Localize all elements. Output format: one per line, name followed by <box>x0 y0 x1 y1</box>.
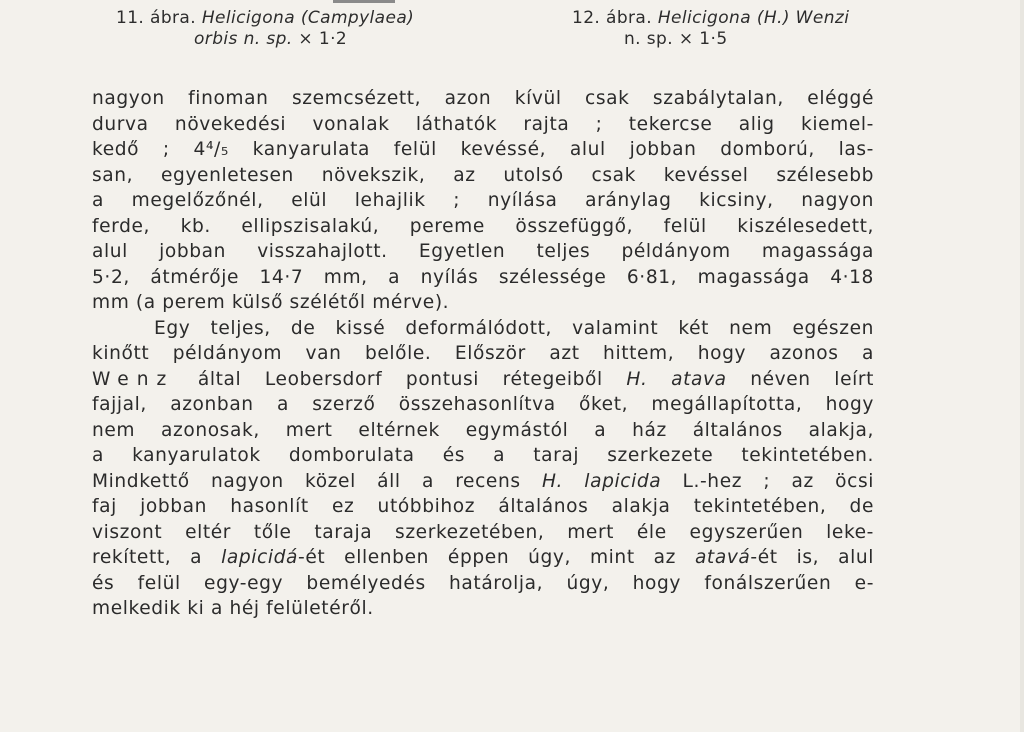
p2-line-7-end: L.-hez ; az öcsi <box>682 470 875 492</box>
caption-11-line1 <box>116 8 414 29</box>
page-edge <box>1020 0 1024 732</box>
caption-11-species: orbis n. sp. <box>194 29 293 49</box>
caption-11-magnification: × 1·2 <box>298 29 348 49</box>
p2-line-10-end: -ét is, alul <box>750 547 874 568</box>
caption-12-line2 <box>572 29 849 50</box>
top-rule <box>333 0 395 3</box>
body-text <box>92 86 874 622</box>
p2-line-6: a kanyarulatok domborulata és a taraj szerkezete tekintetében. <box>92 445 874 466</box>
p2-line-3-end: néven leírt <box>750 368 875 390</box>
p1-line-9: mm (a perem külső szélétől mérve). <box>92 292 450 313</box>
caption-11-line2 <box>116 29 414 50</box>
caption-12-label: 12. ábra. <box>572 8 653 28</box>
p2-line-7 <box>92 469 874 495</box>
caption-11-label: 11. ábra. <box>116 8 197 28</box>
p2-line-10 <box>92 545 874 571</box>
caption-12-title: Helicigona (H.) Wenzi <box>657 8 850 28</box>
p1-line-2: durva növekedési vonalak láthatók rajta ; tekercse alig kiemel- <box>92 113 874 135</box>
p1-line-4: san, egyenletesen növekszik, az utolsó csak kevéssel szélesebb <box>92 164 874 186</box>
caption-12-magnification: × 1·5 <box>678 29 728 49</box>
figure-caption-11 <box>116 8 414 50</box>
figure-caption-12 <box>572 8 849 50</box>
p2-line-5: nem azonosak, mert eltérnek egymástól a ház általános alakja, <box>92 419 874 441</box>
p2-line-7-start: Mindkettő nagyon közel áll a recens <box>92 470 521 492</box>
p2-line-10-mid: -ét ellenben éppen úgy, mint az <box>298 547 676 568</box>
species-atava: atavá <box>694 547 751 568</box>
p2-line-10-start: rekített, a <box>92 547 203 568</box>
p2-line-12: melkedik ki a héj felületéről. <box>92 598 374 619</box>
p2-line-1: Egy teljes, de kissé deformálódott, valamint két nem egészen <box>154 317 874 339</box>
p2-line-8: faj jobban hasonlít ez utóbbihoz általános alakja tekintetében, de <box>92 496 874 517</box>
p2-line-2: kinőtt példányom van belőle. Először azt hittem, hogy azonos a <box>92 343 874 364</box>
caption-11-title: Helicigona (Campylaea) <box>201 8 415 28</box>
caption-12-line1 <box>572 8 849 29</box>
author-wenz: Wenz <box>92 368 175 390</box>
species-h-lapicida: H. lapicida <box>541 470 662 492</box>
p2-line-11: és felül egy-egy bemélyedés határolja, úgy, hogy fonálszerűen e- <box>92 572 874 594</box>
p2-line-3-mid: által Leobersdorf pontusi rétegeiből <box>197 368 603 390</box>
p1-line-8: 5·2, átmérője 14·7 mm, a nyílás szélessége 6·81, magassága 4·18 <box>92 266 874 288</box>
p2-line-9: viszont eltér tőle taraja szerkezetében, mert éle egyszerűen leke- <box>92 521 874 543</box>
species-h-atava: H. atava <box>626 368 727 390</box>
p1-line-6: ferde, kb. ellipszisalakú, pereme összefüggő, felül kiszélesedett, <box>92 215 874 237</box>
p1-line-3: kedő ; 4⁴/₅ kanyarulata felül kevéssé, alul jobban domború, las- <box>92 139 874 160</box>
p2-line-4: fajjal, azonban a szerző összehasonlítva őket, megállapította, hogy <box>92 394 874 415</box>
p1-line-5: a megelőzőnél, elül lehajlik ; nyílása aránylag kicsiny, nagyon <box>92 190 874 211</box>
caption-12-species: n. sp. <box>624 29 674 49</box>
p1-line-1: nagyon finoman szemcsézett, azon kívül csak szabálytalan, eléggé <box>92 88 874 109</box>
p1-line-7: alul jobban visszahajlott. Egyetlen teljes példányom magassága <box>92 241 874 262</box>
p2-line-3 <box>92 367 874 393</box>
species-lapicida: lapicidá <box>221 547 299 568</box>
